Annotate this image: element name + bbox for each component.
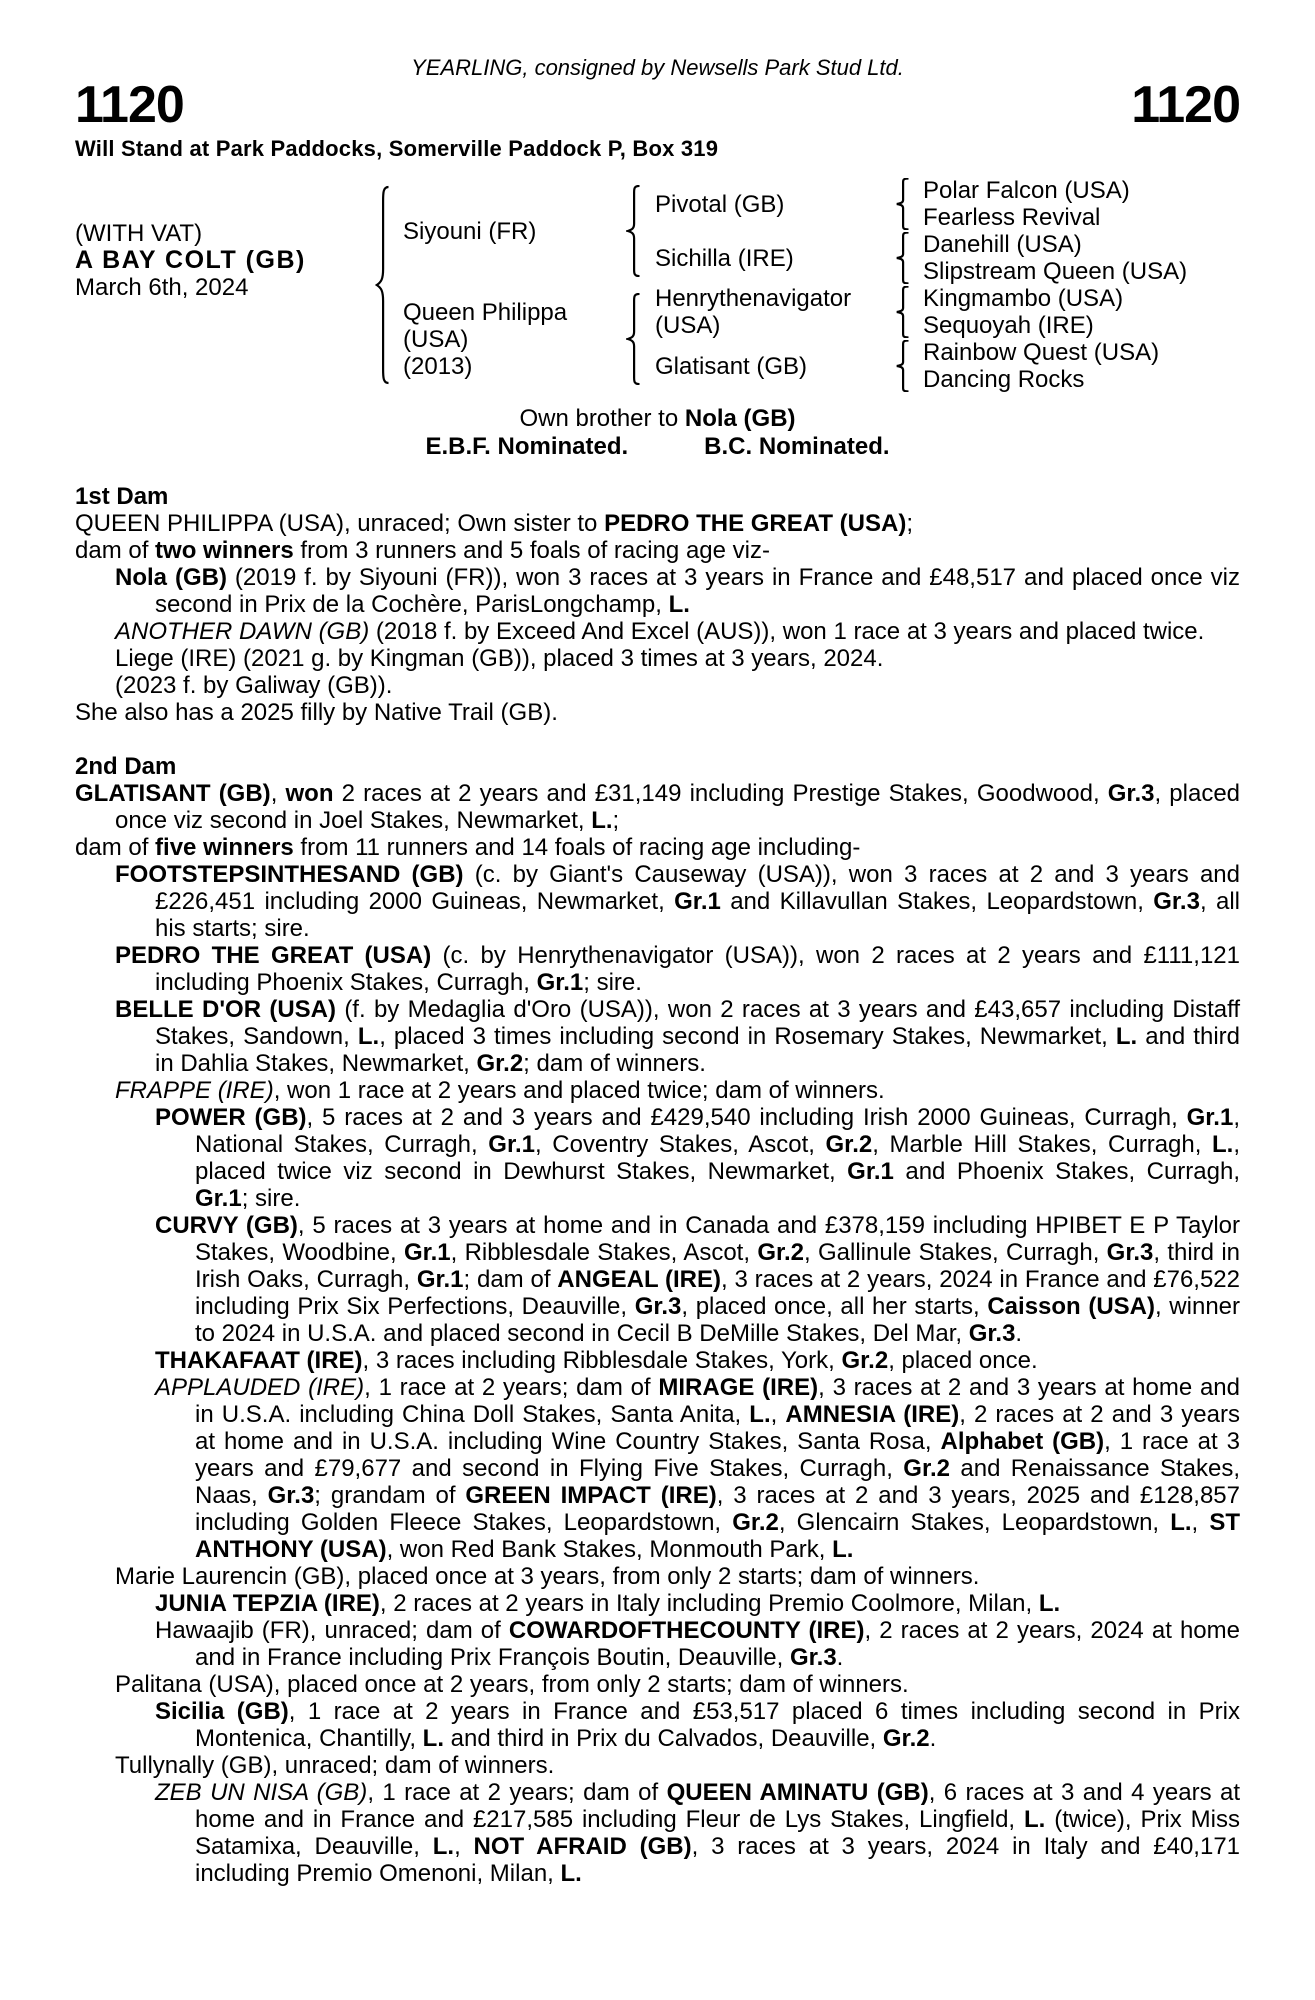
text-segment: ANGEAL (IRE) [557, 1266, 721, 1293]
text-segment: from 3 runners and 5 foals of racing age viz- [293, 537, 770, 564]
text-segment: , won Red Bank Stakes, Monmouth Park, [386, 1536, 833, 1563]
catalog-paragraph [75, 834, 1240, 861]
text-segment: ; [906, 510, 913, 537]
pedigree-sire-sire: Pivotal (GB) [655, 190, 785, 218]
text-segment: ; grandam of [314, 1482, 466, 1509]
pedigree-dam-country: (USA) [403, 325, 469, 353]
catalog-paragraph [75, 510, 1240, 537]
text-segment: Gr.1 [847, 1158, 894, 1185]
text-segment: , won 1 race at 2 years and placed twice; dam of winners. [273, 1077, 885, 1104]
text-segment: (2019 f. by Siyouni (FR)), won 3 races at 3 years in France and £48,517 and placed once viz second in Prix de la Cochère, ParisLongchamp, [155, 564, 1240, 618]
text-segment: Gr.2 [903, 1455, 950, 1482]
own-brother-line [75, 405, 1240, 432]
bc-nominated: B.C. Nominated. [704, 433, 890, 460]
text-segment: , placed 3 times including second in Rosemary Stakes, Newmarket, [379, 1023, 1116, 1050]
catalog-paragraph [75, 1590, 1240, 1617]
text-segment: Caisson (USA) [987, 1293, 1155, 1320]
text-segment: , National Stakes, Curragh, [195, 1104, 1240, 1158]
catalog-paragraph [75, 1104, 1240, 1212]
pedigree-dam-sire-name: Henrythenavigator [655, 285, 852, 312]
catalog-paragraph [75, 1347, 1240, 1374]
pedigree-brace-gg1 [885, 177, 923, 231]
text-segment: PEDRO THE GREAT (USA) [604, 510, 907, 537]
colt-foal-date: March 6th, 2024 [75, 273, 249, 301]
pedigree-gg-name: Polar Falcon (USA) [923, 177, 1130, 204]
text-segment: , 1 race at 3 years and £79,677 and second in Flying Five Stakes, Curragh, [195, 1428, 1240, 1482]
pedigree-gg-name: Rainbow Quest (USA) [923, 339, 1160, 366]
text-segment: BELLE D'OR (USA) [115, 996, 336, 1023]
text-segment: . [929, 1725, 937, 1752]
catalog-paragraph [75, 672, 1240, 699]
text-segment: , Glencairn Stakes, Leopardstown, [778, 1509, 1171, 1536]
text-segment: FRAPPE (IRE) [115, 1077, 274, 1104]
catalog-paragraph [75, 1698, 1240, 1752]
text-segment: (twice), Prix Miss Satamixa, Deauville, [195, 1806, 1240, 1860]
text-segment: Sicilia (GB) [155, 1698, 289, 1725]
text-segment: , [1191, 1509, 1210, 1536]
text-segment: ANOTHER DAWN (GB) [115, 618, 370, 645]
text-segment: L. [432, 1833, 455, 1860]
catalog-paragraph [75, 996, 1240, 1077]
pedigree-gg-name: Danehill (USA) [923, 231, 1082, 258]
text-segment: NOT AFRAID (GB) [473, 1833, 692, 1860]
text-segment: , third in Irish Oaks, Curragh, [195, 1239, 1240, 1293]
text-segment: , 5 races at 2 and 3 years and £429,540 including Irish 2000 Guineas, Curragh, [306, 1104, 1187, 1131]
own-brother-prefix: Own brother to [519, 405, 685, 432]
text-segment: ; dam of [463, 1266, 558, 1293]
text-segment: L. [357, 1023, 380, 1050]
catalog-paragraph [75, 1779, 1240, 1887]
text-segment: L. [591, 807, 613, 834]
text-segment: two winners [155, 537, 294, 564]
dam-section [75, 483, 1240, 726]
text-segment: PEDRO THE GREAT (USA) [115, 942, 432, 969]
text-segment: , [770, 1401, 786, 1428]
text-segment: Gr.1 [1186, 1104, 1234, 1131]
catalog-paragraph [75, 942, 1240, 996]
text-segment: Gr.3 [634, 1293, 682, 1320]
catalog-paragraph [75, 537, 1240, 564]
text-segment: , all his starts; sire. [155, 888, 1240, 942]
pedigree-brace-main [365, 177, 403, 393]
text-segment: ST ANTHONY (USA) [195, 1509, 1240, 1563]
text-segment: (c. by Giant's Causeway (USA)), won 3 races at 2 and 3 years and £226,451 including 2000 Guineas, Newmarket, [155, 861, 1240, 915]
text-segment: , [270, 780, 286, 807]
text-segment: dam of [75, 834, 156, 861]
catalog-paragraph [75, 699, 1240, 726]
text-segment: Alphabet (GB) [940, 1428, 1105, 1455]
text-segment: . [836, 1644, 844, 1671]
text-segment: Gr.2 [841, 1347, 889, 1374]
pedigree-gg-name: Fearless Revival [923, 204, 1101, 231]
section-heading: 2nd Dam [75, 753, 177, 780]
text-segment: , [454, 1833, 474, 1860]
text-segment: , placed twice viz second in Dewhurst Stakes, Newmarket, [195, 1131, 1241, 1185]
pedigree-dam-dam: Glatisant (GB) [655, 352, 808, 380]
catalog-paragraph [75, 618, 1240, 645]
text-segment: FOOTSTEPSINTHESAND (GB) [115, 861, 464, 888]
text-segment: ; dam of winners. [523, 1050, 706, 1077]
text-segment: 2 races at 2 years and £31,149 including Prestige Stakes, Goodwood, [333, 780, 1108, 807]
stand-location-line: Will Stand at Park Paddocks, Somerville Paddock P, Box 319 [75, 136, 719, 161]
text-segment: , 2 races at 2 years in Italy including Premio Coolmore, Milan, [379, 1590, 1039, 1617]
text-segment: Nola (GB) [115, 564, 227, 591]
text-segment: L. [560, 1860, 582, 1887]
pedigree-dam-name: Queen Philippa [403, 298, 568, 326]
text-segment: L. [1170, 1509, 1192, 1536]
pedigree-brace-gg3 [885, 285, 923, 339]
text-segment: , Coventry Stakes, Ascot, [534, 1131, 826, 1158]
pedigree-brace-dam [615, 285, 655, 393]
pedigree-sire-dam: Sichilla (IRE) [655, 244, 794, 272]
text-segment: Gr.2 [757, 1239, 805, 1266]
pedigree-dam-sire-country: (USA) [655, 312, 721, 339]
text-segment: Gr.2 [882, 1725, 930, 1752]
vat-note: (WITH VAT) [75, 219, 203, 247]
text-segment: , 1 race at 2 years; dam of [367, 1779, 667, 1806]
text-segment: Gr.3 [789, 1644, 837, 1671]
text-segment: Gr.3 [267, 1482, 315, 1509]
text-segment: . [1015, 1320, 1023, 1347]
text-segment: five winners [155, 834, 294, 861]
text-segment: L. [1024, 1806, 1046, 1833]
pedigree-dam-sire [655, 285, 885, 339]
consignor-line: YEARLING, consigned by Newsells Park Stud Ltd. [411, 55, 904, 80]
ebf-nominated: E.B.F. Nominated. [425, 433, 629, 460]
text-segment: Marie Laurencin (GB), placed once at 3 years, from only 2 starts; dam of winners. [115, 1563, 980, 1590]
catalog-paragraph [75, 564, 1240, 618]
catalog-paragraph [75, 1752, 1240, 1779]
pedigree-brace-gg2 [885, 231, 923, 285]
pedigree-dam-year: (2013) [403, 352, 473, 380]
text-segment: Gr.1 [195, 1185, 242, 1212]
catalog-paragraph [75, 861, 1240, 942]
text-segment: CURVY (GB) [155, 1212, 298, 1239]
text-segment: , 3 races at 2 and 3 years at home and in U.S.A. including China Doll Stakes, Santa Anita, [195, 1374, 1241, 1428]
text-segment: (2023 f. by Galiway (GB)). [115, 672, 393, 699]
pedigree-brace-sire [615, 177, 655, 285]
pedigree-gg-name: Dancing Rocks [923, 366, 1085, 393]
colt-name: A BAY COLT (GB) [75, 245, 306, 274]
text-segment: , winner to 2024 in U.S.A. and placed second in Cecil B DeMille Stakes, Del Mar, [195, 1293, 1241, 1347]
lot-number-right: 1120 [1131, 76, 1240, 134]
text-segment: Gr.1 [536, 969, 584, 996]
text-segment: COWARDOFTHECOUNTY (IRE) [508, 1617, 865, 1644]
pedigree-sire: Siyouni (FR) [403, 217, 537, 245]
pedigree-gg-name: Kingmambo (USA) [923, 285, 1124, 312]
text-segment: and third in Prix du Calvados, Deauville, [444, 1725, 883, 1752]
text-segment: ; sire. [241, 1185, 301, 1212]
text-segment: , 1 race at 2 years in France and £53,517 placed 6 times including second in Prix Montenica, Chantilly, [195, 1698, 1240, 1752]
text-segment: and Phoenix Stakes, Curragh, [893, 1158, 1240, 1185]
text-segment: (f. by Medaglia d'Oro (USA)), won 2 races at 3 years and £43,657 including Distaff Stakes, Sandown, [155, 996, 1240, 1050]
text-segment: She also has a 2025 filly by Native Trail (GB). [75, 699, 558, 726]
catalog-paragraph [75, 1617, 1240, 1671]
text-segment: ZEB UN NISA (GB) [155, 1779, 368, 1806]
text-segment: L. [1212, 1131, 1234, 1158]
text-segment: L. [832, 1536, 854, 1563]
text-segment: L. [668, 591, 690, 618]
text-segment: , 1 race at 2 years; dam of [364, 1374, 659, 1401]
text-segment: , Marble Hill Stakes, Curragh, [872, 1131, 1213, 1158]
text-segment: GLATISANT (GB) [75, 780, 271, 807]
text-segment: , 3 races at 2 years, 2024 in France and £76,522 including Prix Six Perfections, Deauville, [195, 1266, 1241, 1320]
text-segment: , placed once. [888, 1347, 1038, 1374]
text-segment: , Gallinule Stakes, Curragh, [804, 1239, 1107, 1266]
dam-section [75, 753, 1240, 1887]
pedigree-tree [75, 177, 1240, 393]
text-segment: QUEEN PHILIPPA (USA), unraced; Own sister to [75, 510, 605, 537]
text-segment: , 2 races at 2 and 3 years at home and in U.S.A. including Wine Country Stakes, Santa Rosa, [195, 1401, 1240, 1455]
text-segment: L. [749, 1401, 771, 1428]
text-segment: dam of [75, 537, 156, 564]
lot-number-row [75, 76, 1240, 134]
text-segment: JUNIA TEPZIA (IRE) [155, 1590, 380, 1617]
text-segment: , 2 races at 2 years, 2024 at home and in France including Prix François Boutin, Deauville, [195, 1617, 1240, 1671]
text-segment: Gr.3 [968, 1320, 1016, 1347]
text-segment: L. [1038, 1590, 1061, 1617]
text-segment: L. [422, 1725, 444, 1752]
text-segment: Liege (IRE) (2021 g. by Kingman (GB)), placed 3 times at 3 years, 2024. [115, 645, 884, 672]
catalog-paragraph [75, 1563, 1240, 1590]
text-segment: Gr.2 [732, 1509, 779, 1536]
text-segment: GREEN IMPACT (IRE) [465, 1482, 717, 1509]
text-segment: Gr.1 [416, 1266, 464, 1293]
text-segment: QUEEN AMINATU (GB) [666, 1779, 929, 1806]
lot-number-left: 1120 [75, 76, 184, 134]
text-segment: and Killavullan Stakes, Leopardstown, [720, 888, 1154, 915]
catalog-paragraph [75, 780, 1240, 834]
text-segment: AMNESIA (IRE) [785, 1401, 960, 1428]
pedigree-gg-name: Sequoyah (IRE) [923, 312, 1094, 339]
catalog-paragraph [75, 1077, 1240, 1104]
pedigree-dam [403, 285, 615, 393]
text-segment: , 6 races at 3 and 4 years at home and in France and £217,585 including Fleur de Lys Stakes, Lingfield, [195, 1779, 1241, 1833]
text-segment: (2018 f. by Exceed And Excel (AUS)), won 1 race at 3 years and placed twice. [369, 618, 1205, 645]
text-segment: MIRAGE (IRE) [658, 1374, 819, 1401]
text-segment: from 11 runners and 14 foals of racing age including- [293, 834, 861, 861]
text-segment: Gr.1 [403, 1239, 451, 1266]
section-heading: 1st Dam [75, 483, 169, 510]
text-segment: Gr.3 [1153, 888, 1200, 915]
colt-details [75, 152, 365, 368]
text-segment: and third in Dahlia Stakes, Newmarket, [155, 1023, 1240, 1077]
catalog-paragraph [75, 1374, 1240, 1563]
text-segment: Hawaajib (FR), unraced; dam of [155, 1617, 509, 1644]
text-segment: Gr.3 [1107, 780, 1155, 807]
text-segment: THAKAFAAT (IRE) [155, 1347, 363, 1374]
catalog-paragraph [75, 645, 1240, 672]
text-segment: ; [612, 807, 620, 834]
text-segment: Palitana (USA), placed once at 2 years, from only 2 starts; dam of winners. [115, 1671, 909, 1698]
pedigree-gg-name: Slipstream Queen (USA) [923, 258, 1188, 285]
catalog-paragraph [75, 1671, 1240, 1698]
text-segment: , placed once viz second in Joel Stakes, Newmarket, [115, 780, 1241, 834]
text-segment: and Renaissance Stakes, Naas, [195, 1455, 1240, 1509]
text-segment: , 3 races at 3 years, 2024 in Italy and £40,171 including Premio Omenoni, Milan, [195, 1833, 1241, 1887]
pedigree-brace-gg4 [885, 339, 923, 393]
text-segment: Gr.3 [1106, 1239, 1154, 1266]
dam-sections [75, 483, 1240, 1887]
text-segment: Gr.1 [488, 1131, 535, 1158]
text-segment: POWER (GB) [155, 1104, 307, 1131]
text-segment: won [285, 780, 334, 807]
catalog-paragraph [75, 1212, 1240, 1347]
text-segment: ; sire. [583, 969, 642, 996]
own-brother-name: Nola (GB) [684, 405, 796, 432]
text-segment: , Ribblesdale Stakes, Ascot, [450, 1239, 758, 1266]
text-segment: (c. by Henrythenavigator (USA)), won 2 races at 2 years and £111,121 including Phoenix Stakes, Curragh, [155, 942, 1240, 996]
text-segment: Gr.2 [825, 1131, 873, 1158]
text-segment: , placed once, all her starts, [681, 1293, 988, 1320]
text-segment: , 5 races at 3 years at home and in Canada and £378,159 including HPIBET E P Taylor Stakes, Woodbine, [195, 1212, 1241, 1266]
text-segment: L. [1115, 1023, 1138, 1050]
text-segment: Gr.2 [476, 1050, 524, 1077]
text-segment: Gr.1 [674, 888, 721, 915]
text-segment: , 3 races including Ribblesdale Stakes, York, [362, 1347, 842, 1374]
text-segment: APPLAUDED (IRE) [155, 1374, 365, 1401]
nomination-line [75, 432, 1240, 461]
text-segment: , 3 races at 2 and 3 years, 2025 and £128,857 including Golden Fleece Stakes, Leopardstown, [195, 1482, 1240, 1536]
text-segment: Tullynally (GB), unraced; dam of winners. [115, 1752, 555, 1779]
